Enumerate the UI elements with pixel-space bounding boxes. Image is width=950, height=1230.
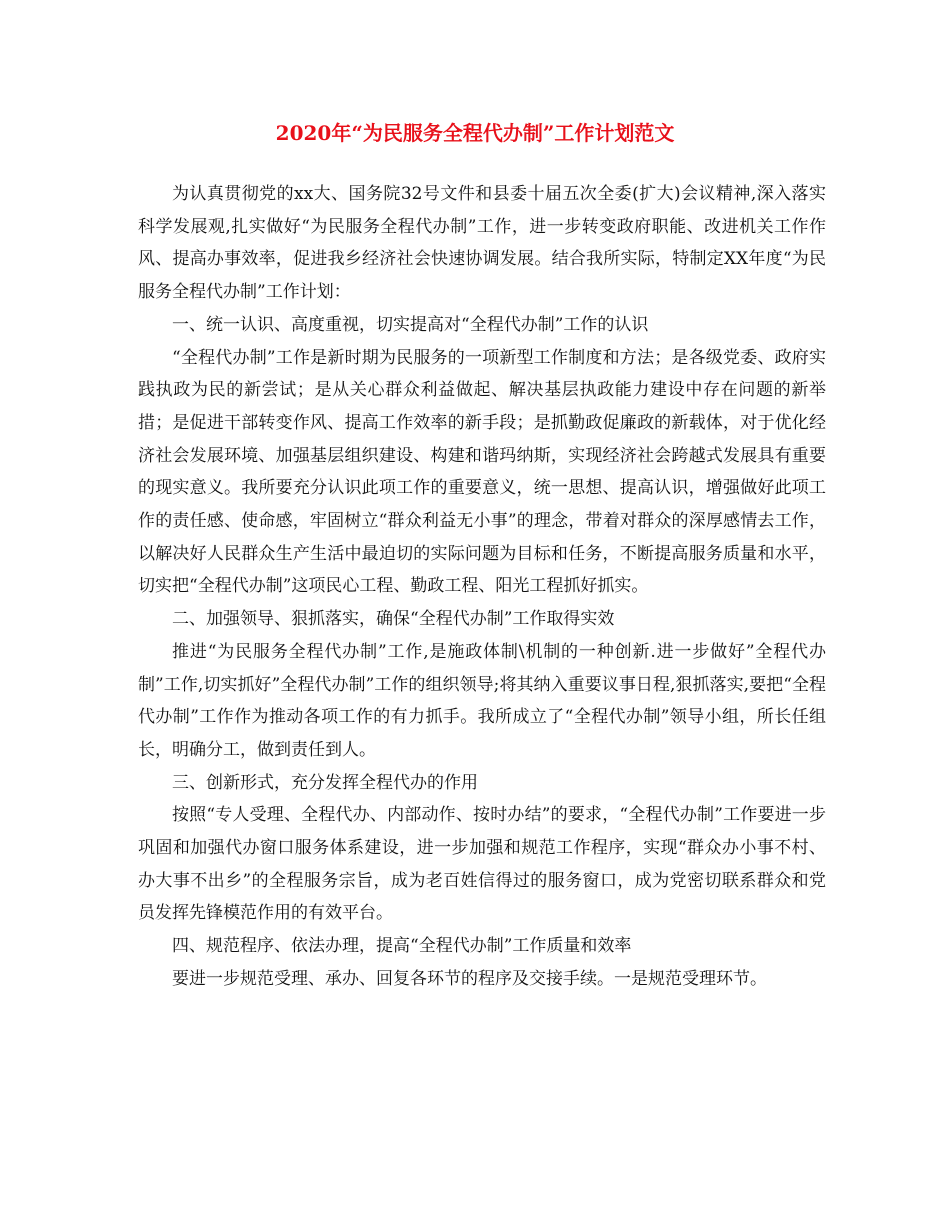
document-title: 2020年“为民服务全程代办制”工作计划范文 xyxy=(275,121,675,145)
document-body xyxy=(138,178,826,996)
paragraph-section-3: 按照“专人受理、全程代办、内部动作、按时办结”的要求，“全程代办制”工作要进一步巩固和加强代办窗口服务体系建设，进一步加强和规范工作程序，实现“群众办小事不村、办大事不出乡”的全程服务宗旨，成为老百姓信得过的服务窗口，成为党密切联系群众和党员发挥先锋模范作用的有效平台。 xyxy=(138,805,826,924)
section-heading-1: 一、统一认识、高度重视，切实提高对“全程代办制”工作的认识 xyxy=(172,314,649,335)
section-heading-2: 二、加强领导、狠抓落实，确保“全程代办制”工作取得实效 xyxy=(172,609,615,630)
section-heading-3: 三、创新形式，充分发挥全程代办的作用 xyxy=(172,772,478,793)
paragraph-section-2: 推进“为民服务全程代办制”工作,是施政体制\机制的一种创新.进一步做好”全程代办制”工作,切实抓好”全程代办制”工作的组织领导;将其纳入重要议事日程,狠抓落实,要把“全程代办制”工作作为推动各项工作的有力抓手。我所成立了“全程代办制”领导小组，所长任组长，明确分工，做到责任到人。 xyxy=(138,641,826,760)
paragraph-intro: 为认真贯彻党的xx大、国务院32号文件和县委十届五次全委(扩大)会议精神,深入落实科学发展观,扎实做好“为民服务全程代办制”工作，进一步转变政府职能、改进机关工作作风、提高办事效率，促进我乡经济社会快速协调发展。结合我所实际，特制定XX年度“为民服务全程代办制”工作计划： xyxy=(138,184,826,303)
section-heading-4: 四、规范程序、依法办理，提高“全程代办制”工作质量和效率 xyxy=(172,936,632,957)
paragraph-section-1: “全程代办制”工作是新时期为民服务的一项新型工作制度和方法；是各级党委、政府实践执政为民的新尝试；是从关心群众利益做起、解决基层执政能力建设中存在问题的新举措；是促进干部转变作风、提高工作效率的新手段；是抓勤政促廉政的新载体，对于优化经济社会发展环境、加强基层组织建设、构建和谐玛纳斯，实现经济社会跨越式发展具有重要的现实意义。我所要充分认识此项工作的重要意义，统一思想、提高认识，增强做好此项工作的责任感、使命感，牢固树立“群众利益无小事”的理念，带着对群众的深厚感情去工作，以解决好人民群众生产生活中最迫切的实际问题为目标和任务，不断提高服务质量和水平，切实把“全程代办制”这项民心工程、勤政工程、阳光工程抓好抓实。 xyxy=(138,347,826,597)
paragraph-section-4: 要进一步规范受理、承办、回复各环节的程序及交接手续。一是规范受理环节。 xyxy=(172,968,767,989)
